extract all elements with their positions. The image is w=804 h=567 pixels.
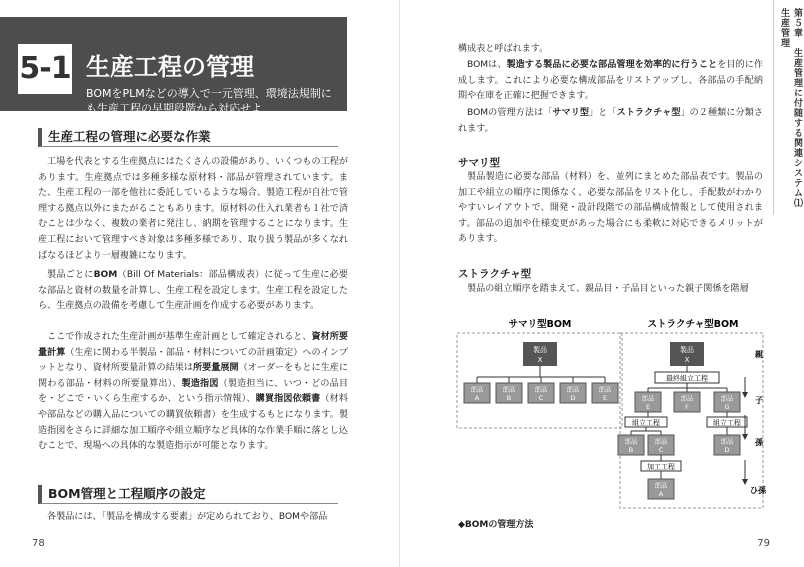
svg-text:X: X	[537, 356, 543, 364]
structure-part-l2-0	[635, 392, 661, 412]
paragraph-r5: 製品の組立順序を踏まえて、親品目・子品目といった親子関係を階層	[467, 284, 749, 294]
section-subtitle: BOMをPLMなどの導入で一元管理、環境法規制にも生産工程の早期段階から対応せよ	[86, 87, 332, 115]
paragraph-1: 工場を代表とする生産拠点にはたくさんの設備があり、いくつもの工程があります。生産拠点では多種多様な原材料・部品が管理されています。また、生産工程の一部を他社に委託しているような場合、製造工程が自社で管理する拠点以外にまたがることもあります。原材料の仕入れ業者も１社で済むことは少なく、複数の業者に発注し、納期を管理することになります。生産工程において管理すべき対象は多種多様であり、取り扱う製品が多くなればなるほどより一層複雑になります。	[38, 157, 348, 261]
svg-text:F: F	[685, 403, 689, 411]
heading-structure-type: ストラクチャ型	[458, 268, 532, 280]
summary-part-3	[560, 383, 586, 403]
svg-text:B: B	[628, 446, 634, 454]
heading-production-management: 生産工程の管理に必要な作業	[38, 128, 338, 147]
svg-text:E: E	[645, 403, 651, 411]
svg-text:C: C	[658, 446, 664, 454]
svg-text:部品: 部品	[654, 481, 668, 490]
svg-text:部品: 部品	[720, 394, 734, 403]
section-header	[0, 17, 347, 115]
structure-bom-title: ストラクチャ型BOM	[647, 319, 739, 330]
svg-text:C: C	[538, 394, 544, 402]
svg-text:部品: 部品	[654, 437, 668, 446]
summary-bom-title: サマリ型BOM	[508, 319, 572, 330]
svg-text:E: E	[602, 394, 608, 402]
level-child: 子	[755, 396, 763, 405]
svg-text:部品: 部品	[624, 437, 638, 446]
svg-text:G: G	[724, 403, 730, 411]
paragraph-r2: BOMは、製造する製品に必要な部品管理を効率的に行うことを目的に作成します。これにより必要な構成部品をリストアップし、各部品の手配納期や在庫を正確に把握できます。	[458, 60, 763, 102]
bom-diagram	[455, 315, 773, 515]
paragraph-3: ここで作成された生産計画が基準生産計画として確定されると、資材所要量計算（生産に関わる半製品・部品・材料についての計画策定）へのインプットとなり、資材所要量計算の結果は所要量展開（オーダーをもとに生産に関わる部品・材料の所要量算出）、製造指図（製造担当に、いつ・どの品目を・どこで・いくら生産するか、という指示情報）、購買指図依頼書（材料や部品などの購入品についての購買依頼書）を生成するもとになります。製造指図をさらに詳細な加工順序や組立順序など具体的な作業手順に落とし込むことで、現場への具体的な製造指示が可能となります。	[38, 332, 348, 452]
svg-text:B: B	[506, 394, 512, 402]
section-number: 5-1	[18, 44, 72, 94]
chapter-tab	[773, 0, 802, 218]
svg-text:部品: 部品	[680, 394, 694, 403]
structure-part-l3-0	[618, 435, 644, 455]
summary-product	[523, 342, 557, 366]
svg-text:部品: 部品	[470, 385, 484, 394]
chapter-tab-text: 第５章 生産管理に付随する関連システム⑴ 生産管理	[779, 8, 802, 218]
level-grandchild: 孫	[755, 438, 763, 447]
structure-part-l2-1	[674, 392, 700, 412]
structure-level3	[618, 435, 740, 455]
left-page	[0, 0, 400, 567]
level-greatgrand: ひ孫	[750, 486, 766, 495]
structure-product	[670, 342, 704, 366]
summary-part-1	[496, 383, 522, 403]
level-parent: 親	[755, 350, 763, 359]
processing-label: 加工工程	[647, 463, 675, 471]
svg-text:X: X	[684, 356, 690, 364]
paragraph-r3: BOMの管理方法は「サマリ型」と「ストラクチャ型」の２種類に分類されます。	[458, 108, 763, 134]
summary-part-2	[528, 383, 554, 403]
structure-level2	[635, 392, 740, 412]
assembly2-label: 組立工程	[713, 419, 741, 427]
structure-part-l3-2	[714, 435, 740, 455]
summary-part-4	[592, 383, 618, 403]
svg-text:部品: 部品	[566, 385, 580, 394]
svg-text:D: D	[724, 446, 730, 454]
page-number-left: 78	[32, 538, 45, 549]
section-title: 生産工程の管理	[86, 53, 254, 81]
heading-bom-management: BOM管理と工程順序の設定	[38, 485, 338, 504]
structure-part-l2-2	[714, 392, 740, 412]
paragraph-4: 各製品には、「製品を構成する要素」が定められており、BOMや部品	[47, 512, 328, 522]
svg-text:製品: 製品	[533, 346, 547, 354]
svg-text:部品: 部品	[534, 385, 548, 394]
paragraph-r1: 構成表と呼ばれます。	[458, 44, 549, 54]
svg-text:部品: 部品	[641, 394, 655, 403]
svg-text:A: A	[474, 394, 480, 402]
paragraph-2: 製品ごとにBOM（Bill Of Materials：部品構成表）に従って生産に必要な部品と資材の数量を計算し、生産工程を設定します。生産工程を設定したら、生産拠点の設備を考慮して生産計画を作成する必要があります。	[38, 270, 348, 312]
svg-text:D: D	[570, 394, 576, 402]
summary-part-0	[464, 383, 490, 403]
structure-part-a	[648, 479, 674, 499]
diagram-caption: ◆BOMの管理方法	[458, 520, 534, 530]
svg-text:部品: 部品	[502, 385, 516, 394]
svg-text:部品: 部品	[598, 385, 612, 394]
right-page	[400, 0, 800, 567]
svg-text:A: A	[658, 490, 664, 498]
svg-text:製品: 製品	[680, 346, 694, 354]
page-number-right: 79	[757, 538, 770, 549]
assembly1-label: 組立工程	[632, 419, 660, 427]
final-assembly-label: 最終組立工程	[666, 374, 708, 383]
heading-summary-type: サマリ型	[458, 157, 500, 169]
svg-text:部品: 部品	[720, 437, 734, 446]
paragraph-r4: 製品製造に必要な部品（材料）を、並列にまとめた部品表です。製品の加工や組立の順序に関係なく、必要な部品をリスト化し、手配数がわかりやすいレイアウトで、開発・設計段階での部品構成情報として使用されます。部品の追加や仕様変更があった場合にも柔軟に対応できるメリットがあります。	[458, 172, 763, 245]
structure-part-l3-1	[648, 435, 674, 455]
